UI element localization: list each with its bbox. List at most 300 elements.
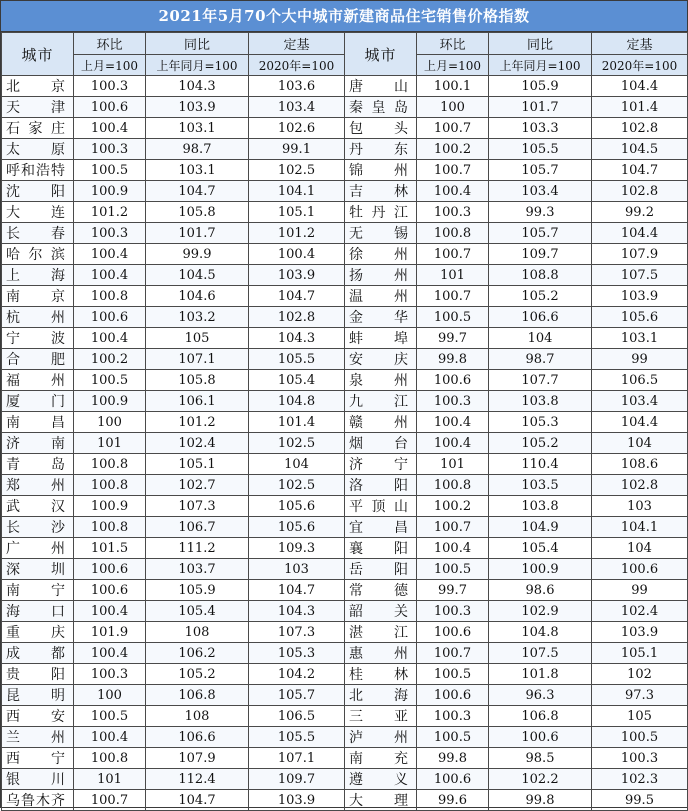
table-row bbox=[2, 370, 688, 391]
mom-cell-left: 101 bbox=[74, 433, 146, 454]
fixed-cell-right: 105.6 bbox=[592, 307, 688, 328]
mom-cell-left: 100.6 bbox=[74, 559, 146, 580]
city-header-right: 城市 bbox=[345, 33, 417, 76]
mom-cell-left: 101 bbox=[74, 769, 146, 790]
yoy-cell-left: 103.2 bbox=[146, 307, 249, 328]
mom-cell-left: 100.3 bbox=[74, 76, 146, 97]
yoy-cell-right: 103.8 bbox=[489, 496, 592, 517]
fixed-cell-right: 104 bbox=[592, 433, 688, 454]
yoy-header-left: 同比 bbox=[146, 33, 249, 55]
mom-cell-right: 100 bbox=[417, 97, 489, 118]
city-cell-left: 兰州 bbox=[2, 727, 74, 748]
mom-cell-right: 100.4 bbox=[417, 181, 489, 202]
city-cell-right: 包头 bbox=[345, 118, 417, 139]
city-cell-right: 九江 bbox=[345, 391, 417, 412]
yoy-cell-left: 108 bbox=[146, 706, 249, 727]
city-cell-left: 石家庄 bbox=[2, 118, 74, 139]
fixed-cell-left: 105.3 bbox=[249, 643, 345, 664]
yoy-cell-left: 105 bbox=[146, 328, 249, 349]
fixed-cell-right: 99 bbox=[592, 580, 688, 601]
city-cell-left: 南京 bbox=[2, 286, 74, 307]
yoy-cell-left: 104.3 bbox=[146, 76, 249, 97]
table-row bbox=[2, 202, 688, 223]
table-row bbox=[2, 391, 688, 412]
city-cell-left: 长沙 bbox=[2, 517, 74, 538]
table-row bbox=[2, 475, 688, 496]
fixed-cell-right: 99.5 bbox=[592, 790, 688, 811]
city-cell-left: 厦门 bbox=[2, 391, 74, 412]
city-cell-right: 北海 bbox=[345, 685, 417, 706]
mom-cell-left: 100 bbox=[74, 412, 146, 433]
yoy-cell-right: 99.3 bbox=[489, 202, 592, 223]
mom-header-left: 环比 bbox=[74, 33, 146, 55]
yoy-cell-right: 108.8 bbox=[489, 265, 592, 286]
city-cell-right: 平顶山 bbox=[345, 496, 417, 517]
mom-cell-right: 101 bbox=[417, 454, 489, 475]
fixed-cell-right: 102.4 bbox=[592, 601, 688, 622]
yoy-cell-left: 106.1 bbox=[146, 391, 249, 412]
fixed-cell-left: 105.7 bbox=[249, 685, 345, 706]
mom-cell-left: 100.5 bbox=[74, 706, 146, 727]
fixed-cell-right: 106.5 bbox=[592, 370, 688, 391]
table-row bbox=[2, 517, 688, 538]
fixed-cell-left: 102.5 bbox=[249, 433, 345, 454]
mom-cell-right: 99.8 bbox=[417, 748, 489, 769]
yoy-cell-right: 107.7 bbox=[489, 370, 592, 391]
mom-cell-left: 100.8 bbox=[74, 454, 146, 475]
table-row bbox=[2, 601, 688, 622]
fixed-cell-left: 104 bbox=[249, 454, 345, 475]
table-row bbox=[2, 748, 688, 769]
fixed-cell-right: 104.5 bbox=[592, 139, 688, 160]
city-cell-left: 海口 bbox=[2, 601, 74, 622]
city-cell-right: 岳阳 bbox=[345, 559, 417, 580]
yoy-cell-left: 107.3 bbox=[146, 496, 249, 517]
mom-cell-right: 100.4 bbox=[417, 433, 489, 454]
mom-cell-right: 99.8 bbox=[417, 349, 489, 370]
city-cell-left: 西安 bbox=[2, 706, 74, 727]
fixed-cell-right: 100.3 bbox=[592, 748, 688, 769]
city-cell-left: 上海 bbox=[2, 265, 74, 286]
fixed-cell-right: 102.8 bbox=[592, 475, 688, 496]
table-row bbox=[2, 727, 688, 748]
yoy-cell-left: 102.7 bbox=[146, 475, 249, 496]
table-row bbox=[2, 118, 688, 139]
mom-cell-left: 101.5 bbox=[74, 538, 146, 559]
yoy-cell-right: 110.4 bbox=[489, 454, 592, 475]
fixed-cell-right: 108.6 bbox=[592, 454, 688, 475]
fixed-cell-right: 102 bbox=[592, 664, 688, 685]
yoy-cell-left: 99.9 bbox=[146, 244, 249, 265]
fixed-cell-right: 105.1 bbox=[592, 643, 688, 664]
yoy-base-right: 上年同月=100 bbox=[489, 55, 592, 76]
fixed-cell-right: 104.1 bbox=[592, 517, 688, 538]
table-row bbox=[2, 181, 688, 202]
fixed-cell-right: 103.1 bbox=[592, 328, 688, 349]
table-row bbox=[2, 622, 688, 643]
fixed-cell-left: 99.1 bbox=[249, 139, 345, 160]
mom-cell-right: 100.3 bbox=[417, 706, 489, 727]
yoy-cell-left: 101.2 bbox=[146, 412, 249, 433]
mom-cell-right: 99.7 bbox=[417, 328, 489, 349]
table-row bbox=[2, 559, 688, 580]
yoy-cell-right: 104 bbox=[489, 328, 592, 349]
fixed-cell-left: 100.4 bbox=[249, 244, 345, 265]
table-title: 2021年5月70个大中城市新建商品住宅销售价格指数 bbox=[1, 1, 687, 32]
fixed-cell-left: 104.8 bbox=[249, 391, 345, 412]
yoy-cell-right: 103.4 bbox=[489, 181, 592, 202]
city-cell-right: 惠州 bbox=[345, 643, 417, 664]
city-cell-left: 哈尔滨 bbox=[2, 244, 74, 265]
city-cell-left: 宁波 bbox=[2, 328, 74, 349]
city-cell-right: 遵义 bbox=[345, 769, 417, 790]
table-row bbox=[2, 538, 688, 559]
mom-cell-right: 101 bbox=[417, 265, 489, 286]
table-row bbox=[2, 685, 688, 706]
fixed-cell-right: 99 bbox=[592, 349, 688, 370]
table-body bbox=[2, 76, 688, 811]
city-cell-left: 成都 bbox=[2, 643, 74, 664]
table-row bbox=[2, 412, 688, 433]
mom-cell-right: 100.5 bbox=[417, 664, 489, 685]
fixed-cell-left: 105.6 bbox=[249, 517, 345, 538]
table-row bbox=[2, 580, 688, 601]
table-row bbox=[2, 76, 688, 97]
mom-cell-left: 100.8 bbox=[74, 748, 146, 769]
mom-header-right: 环比 bbox=[417, 33, 489, 55]
mom-cell-right: 99.6 bbox=[417, 790, 489, 811]
city-cell-right: 无锡 bbox=[345, 223, 417, 244]
mom-cell-left: 100.9 bbox=[74, 496, 146, 517]
fixed-cell-right: 104.7 bbox=[592, 160, 688, 181]
yoy-header-right: 同比 bbox=[489, 33, 592, 55]
mom-cell-right: 100.5 bbox=[417, 559, 489, 580]
mom-cell-right: 100.8 bbox=[417, 475, 489, 496]
city-cell-right: 南充 bbox=[345, 748, 417, 769]
fixed-cell-right: 100.5 bbox=[592, 727, 688, 748]
fixed-cell-left: 107.3 bbox=[249, 622, 345, 643]
table-row bbox=[2, 706, 688, 727]
yoy-cell-left: 105.1 bbox=[146, 454, 249, 475]
yoy-cell-right: 103.8 bbox=[489, 391, 592, 412]
fixed-cell-right: 107.9 bbox=[592, 244, 688, 265]
city-cell-right: 泉州 bbox=[345, 370, 417, 391]
fixed-cell-left: 102.5 bbox=[249, 475, 345, 496]
fixed-cell-left: 103.9 bbox=[249, 265, 345, 286]
mom-cell-left: 100.9 bbox=[74, 181, 146, 202]
price-index-table bbox=[1, 32, 688, 811]
yoy-cell-right: 107.5 bbox=[489, 643, 592, 664]
city-cell-left: 武汉 bbox=[2, 496, 74, 517]
mom-cell-left: 100.4 bbox=[74, 118, 146, 139]
city-cell-left: 北京 bbox=[2, 76, 74, 97]
city-cell-left: 青岛 bbox=[2, 454, 74, 475]
city-cell-left: 银川 bbox=[2, 769, 74, 790]
mom-cell-right: 100.4 bbox=[417, 412, 489, 433]
city-cell-right: 唐山 bbox=[345, 76, 417, 97]
yoy-cell-left: 103.7 bbox=[146, 559, 249, 580]
fixed-cell-right: 104 bbox=[592, 538, 688, 559]
yoy-cell-right: 105.7 bbox=[489, 223, 592, 244]
city-cell-left: 呼和浩特 bbox=[2, 160, 74, 181]
table-row bbox=[2, 244, 688, 265]
city-cell-right: 吉林 bbox=[345, 181, 417, 202]
yoy-cell-left: 102.4 bbox=[146, 433, 249, 454]
fixed-cell-left: 103.6 bbox=[249, 76, 345, 97]
header-row bbox=[2, 33, 688, 55]
fixed-cell-right: 104.4 bbox=[592, 412, 688, 433]
city-cell-right: 襄阳 bbox=[345, 538, 417, 559]
mom-cell-left: 100.4 bbox=[74, 244, 146, 265]
mom-cell-left: 100.6 bbox=[74, 580, 146, 601]
yoy-cell-right: 102.2 bbox=[489, 769, 592, 790]
fixed-cell-left: 105.5 bbox=[249, 727, 345, 748]
yoy-cell-left: 101.7 bbox=[146, 223, 249, 244]
fixed-cell-left: 102.5 bbox=[249, 160, 345, 181]
fixed-cell-left: 103.9 bbox=[249, 790, 345, 811]
city-cell-right: 烟台 bbox=[345, 433, 417, 454]
city-cell-right: 徐州 bbox=[345, 244, 417, 265]
fixed-base-right: 2020年=100 bbox=[592, 55, 688, 76]
mom-cell-left: 100.4 bbox=[74, 601, 146, 622]
yoy-cell-right: 99.8 bbox=[489, 790, 592, 811]
yoy-cell-left: 107.1 bbox=[146, 349, 249, 370]
yoy-cell-right: 98.5 bbox=[489, 748, 592, 769]
mom-cell-right: 100.7 bbox=[417, 517, 489, 538]
fixed-cell-right: 101.4 bbox=[592, 97, 688, 118]
fixed-cell-left: 102.8 bbox=[249, 307, 345, 328]
city-cell-left: 长春 bbox=[2, 223, 74, 244]
table-row bbox=[2, 328, 688, 349]
fixed-base-left: 2020年=100 bbox=[249, 55, 345, 76]
city-cell-right: 济宁 bbox=[345, 454, 417, 475]
mom-cell-left: 100.5 bbox=[74, 160, 146, 181]
yoy-cell-right: 100.9 bbox=[489, 559, 592, 580]
city-cell-right: 洛阳 bbox=[345, 475, 417, 496]
yoy-cell-left: 107.9 bbox=[146, 748, 249, 769]
fixed-cell-right: 103 bbox=[592, 496, 688, 517]
mom-cell-left: 100.4 bbox=[74, 727, 146, 748]
mom-cell-left: 100.9 bbox=[74, 391, 146, 412]
yoy-cell-left: 106.8 bbox=[146, 685, 249, 706]
fixed-cell-left: 103.4 bbox=[249, 97, 345, 118]
fixed-cell-left: 101.4 bbox=[249, 412, 345, 433]
mom-cell-right: 100.6 bbox=[417, 769, 489, 790]
fixed-cell-left: 104.1 bbox=[249, 181, 345, 202]
fixed-cell-left: 104.7 bbox=[249, 286, 345, 307]
yoy-cell-right: 103.5 bbox=[489, 475, 592, 496]
yoy-cell-left: 105.8 bbox=[146, 202, 249, 223]
yoy-cell-right: 103.3 bbox=[489, 118, 592, 139]
city-cell-left: 沈阳 bbox=[2, 181, 74, 202]
city-cell-left: 济南 bbox=[2, 433, 74, 454]
table-row bbox=[2, 265, 688, 286]
yoy-cell-left: 106.6 bbox=[146, 727, 249, 748]
city-cell-right: 锦州 bbox=[345, 160, 417, 181]
yoy-cell-left: 104.6 bbox=[146, 286, 249, 307]
mom-cell-right: 100.6 bbox=[417, 685, 489, 706]
yoy-cell-left: 103.1 bbox=[146, 118, 249, 139]
yoy-cell-right: 105.2 bbox=[489, 433, 592, 454]
city-cell-right: 湛江 bbox=[345, 622, 417, 643]
table-row bbox=[2, 454, 688, 475]
mom-cell-right: 100.3 bbox=[417, 391, 489, 412]
yoy-cell-right: 98.7 bbox=[489, 349, 592, 370]
yoy-cell-right: 109.7 bbox=[489, 244, 592, 265]
city-cell-left: 大连 bbox=[2, 202, 74, 223]
yoy-cell-right: 102.9 bbox=[489, 601, 592, 622]
yoy-base-left: 上年同月=100 bbox=[146, 55, 249, 76]
yoy-cell-right: 104.9 bbox=[489, 517, 592, 538]
mom-cell-right: 100.2 bbox=[417, 139, 489, 160]
yoy-cell-right: 104.8 bbox=[489, 622, 592, 643]
table-row bbox=[2, 139, 688, 160]
fixed-cell-right: 103.9 bbox=[592, 286, 688, 307]
fixed-cell-right: 99.2 bbox=[592, 202, 688, 223]
table-row bbox=[2, 790, 688, 811]
mom-cell-left: 100.7 bbox=[74, 790, 146, 811]
city-cell-right: 桂林 bbox=[345, 664, 417, 685]
city-cell-right: 扬州 bbox=[345, 265, 417, 286]
yoy-cell-right: 100.6 bbox=[489, 727, 592, 748]
fixed-cell-right: 102.8 bbox=[592, 181, 688, 202]
mom-cell-right: 100.7 bbox=[417, 643, 489, 664]
city-cell-right: 金华 bbox=[345, 307, 417, 328]
yoy-cell-right: 105.9 bbox=[489, 76, 592, 97]
yoy-cell-left: 103.9 bbox=[146, 97, 249, 118]
yoy-cell-left: 104.5 bbox=[146, 265, 249, 286]
yoy-cell-right: 98.6 bbox=[489, 580, 592, 601]
fixed-cell-left: 103 bbox=[249, 559, 345, 580]
city-cell-right: 安庆 bbox=[345, 349, 417, 370]
mom-cell-left: 100.4 bbox=[74, 643, 146, 664]
mom-cell-left: 100.5 bbox=[74, 370, 146, 391]
mom-cell-left: 100.8 bbox=[74, 517, 146, 538]
yoy-cell-right: 106.8 bbox=[489, 706, 592, 727]
fixed-cell-right: 104.4 bbox=[592, 223, 688, 244]
city-cell-right: 泸州 bbox=[345, 727, 417, 748]
mom-cell-left: 100.4 bbox=[74, 265, 146, 286]
mom-cell-right: 100.2 bbox=[417, 496, 489, 517]
table-row bbox=[2, 643, 688, 664]
yoy-cell-right: 106.6 bbox=[489, 307, 592, 328]
yoy-cell-left: 105.4 bbox=[146, 601, 249, 622]
yoy-cell-right: 105.5 bbox=[489, 139, 592, 160]
mom-cell-left: 101.9 bbox=[74, 622, 146, 643]
fixed-cell-left: 109.3 bbox=[249, 538, 345, 559]
table-row bbox=[2, 433, 688, 454]
city-cell-right: 常德 bbox=[345, 580, 417, 601]
city-cell-right: 赣州 bbox=[345, 412, 417, 433]
fixed-cell-left: 105.1 bbox=[249, 202, 345, 223]
mom-cell-right: 100.3 bbox=[417, 601, 489, 622]
city-cell-left: 贵阳 bbox=[2, 664, 74, 685]
mom-cell-right: 100.8 bbox=[417, 223, 489, 244]
fixed-cell-left: 105.6 bbox=[249, 496, 345, 517]
fixed-cell-left: 109.7 bbox=[249, 769, 345, 790]
mom-cell-left: 100.6 bbox=[74, 307, 146, 328]
yoy-cell-right: 105.4 bbox=[489, 538, 592, 559]
mom-cell-left: 100.3 bbox=[74, 139, 146, 160]
yoy-cell-left: 105.9 bbox=[146, 580, 249, 601]
yoy-cell-left: 105.2 bbox=[146, 664, 249, 685]
yoy-cell-right: 101.8 bbox=[489, 664, 592, 685]
city-cell-right: 牡丹江 bbox=[345, 202, 417, 223]
table-row bbox=[2, 496, 688, 517]
table-row bbox=[2, 769, 688, 790]
yoy-cell-right: 105.3 bbox=[489, 412, 592, 433]
mom-cell-right: 100.7 bbox=[417, 160, 489, 181]
table-row bbox=[2, 97, 688, 118]
city-cell-right: 秦皇岛 bbox=[345, 97, 417, 118]
yoy-cell-left: 105.8 bbox=[146, 370, 249, 391]
table-row bbox=[2, 307, 688, 328]
mom-cell-left: 100.3 bbox=[74, 223, 146, 244]
yoy-cell-left: 104.7 bbox=[146, 790, 249, 811]
city-cell-left: 天津 bbox=[2, 97, 74, 118]
city-cell-right: 蚌埠 bbox=[345, 328, 417, 349]
city-cell-left: 西宁 bbox=[2, 748, 74, 769]
mom-base-right: 上月=100 bbox=[417, 55, 489, 76]
mom-cell-right: 100.6 bbox=[417, 370, 489, 391]
yoy-cell-left: 108 bbox=[146, 622, 249, 643]
mom-base-left: 上月=100 bbox=[74, 55, 146, 76]
fixed-cell-left: 104.3 bbox=[249, 601, 345, 622]
city-cell-left: 杭州 bbox=[2, 307, 74, 328]
city-cell-left: 郑州 bbox=[2, 475, 74, 496]
city-cell-left: 福州 bbox=[2, 370, 74, 391]
mom-cell-left: 100.3 bbox=[74, 664, 146, 685]
city-cell-left: 广州 bbox=[2, 538, 74, 559]
mom-cell-right: 100.7 bbox=[417, 244, 489, 265]
city-cell-right: 韶关 bbox=[345, 601, 417, 622]
mom-cell-left: 100.2 bbox=[74, 349, 146, 370]
mom-cell-right: 100.5 bbox=[417, 307, 489, 328]
fixed-cell-left: 106.5 bbox=[249, 706, 345, 727]
mom-cell-left: 101.2 bbox=[74, 202, 146, 223]
city-cell-left: 南宁 bbox=[2, 580, 74, 601]
table-row bbox=[2, 664, 688, 685]
fixed-cell-left: 105.4 bbox=[249, 370, 345, 391]
city-cell-left: 合肥 bbox=[2, 349, 74, 370]
mom-cell-right: 100.7 bbox=[417, 286, 489, 307]
fixed-cell-right: 100.6 bbox=[592, 559, 688, 580]
city-header-left: 城市 bbox=[2, 33, 74, 76]
yoy-cell-right: 96.3 bbox=[489, 685, 592, 706]
city-cell-right: 温州 bbox=[345, 286, 417, 307]
fixed-cell-left: 102.6 bbox=[249, 118, 345, 139]
yoy-cell-left: 111.2 bbox=[146, 538, 249, 559]
yoy-cell-left: 106.7 bbox=[146, 517, 249, 538]
table-row bbox=[2, 223, 688, 244]
city-cell-right: 宜昌 bbox=[345, 517, 417, 538]
city-cell-right: 大理 bbox=[345, 790, 417, 811]
mom-cell-right: 100.4 bbox=[417, 538, 489, 559]
fixed-cell-right: 107.5 bbox=[592, 265, 688, 286]
mom-cell-left: 100.6 bbox=[74, 97, 146, 118]
mom-cell-left: 100.4 bbox=[74, 328, 146, 349]
fixed-cell-right: 102.8 bbox=[592, 118, 688, 139]
table-row bbox=[2, 349, 688, 370]
city-cell-left: 南昌 bbox=[2, 412, 74, 433]
mom-cell-right: 100.1 bbox=[417, 76, 489, 97]
yoy-cell-right: 105.7 bbox=[489, 160, 592, 181]
city-cell-left: 乌鲁木齐 bbox=[2, 790, 74, 811]
table-row bbox=[2, 160, 688, 181]
city-cell-left: 昆明 bbox=[2, 685, 74, 706]
mom-cell-left: 100.8 bbox=[74, 475, 146, 496]
yoy-cell-left: 103.1 bbox=[146, 160, 249, 181]
